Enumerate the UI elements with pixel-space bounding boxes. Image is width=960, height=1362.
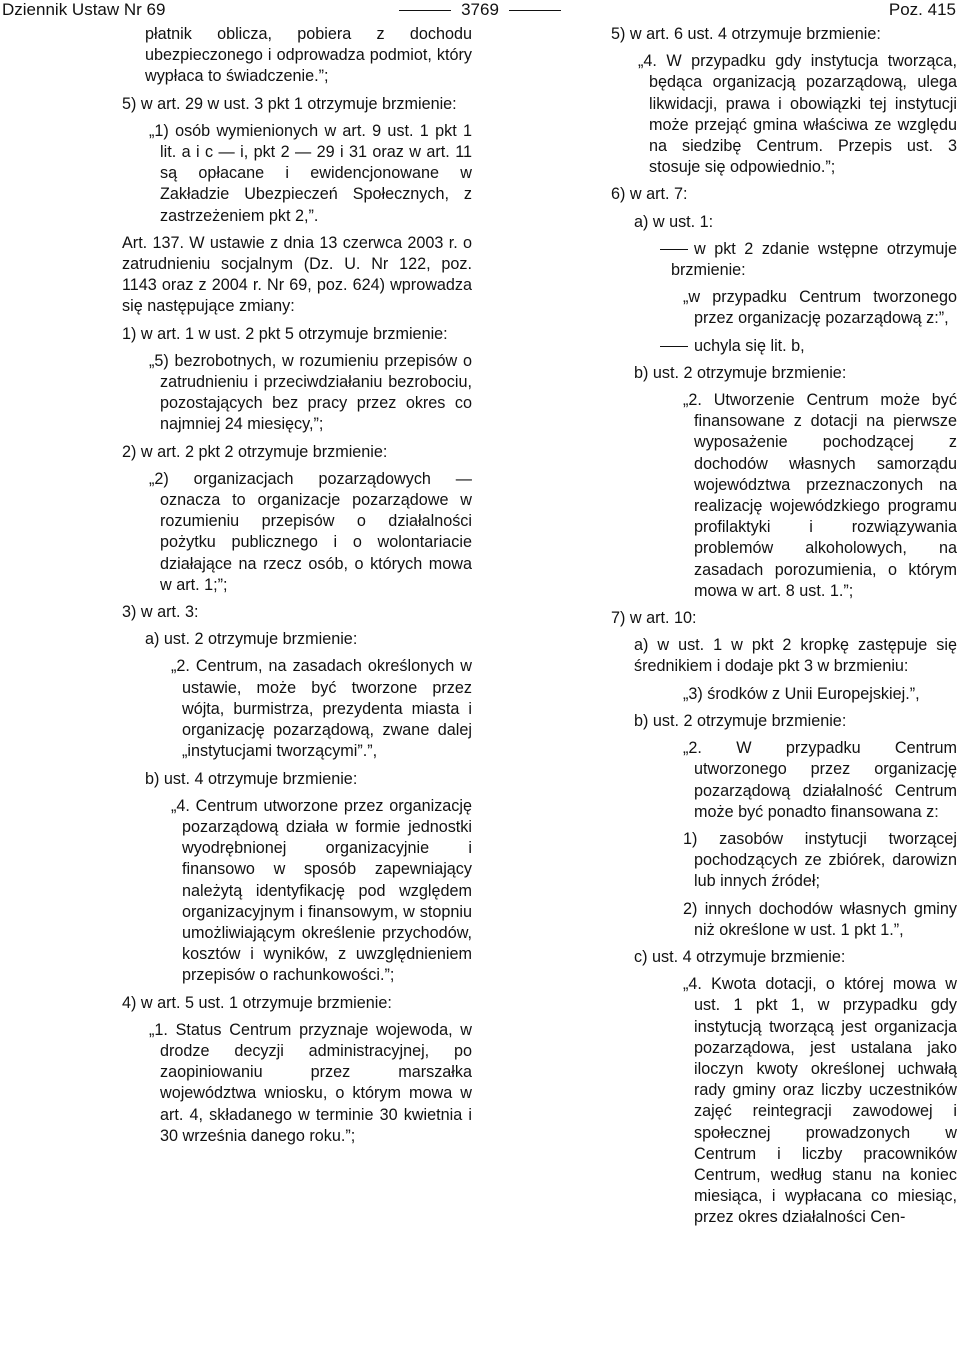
paragraph: „2) organizacjach pozarządowych — oznacza to organizacje pozarządowe w rozumieniu przepisów o działalności pożytku publicznego i o wolontariacie działające na rzecz osób, o których mowa w art. 1;”;: [149, 469, 472, 594]
paragraph: „2. Centrum, na zasadach określonych w ustawie, może być tworzone przez wójta, burmistrza, prezydenta miasta i organizację pozarządową, zwane dalej „instytucjami tworzącymi”.”,: [171, 657, 472, 761]
paragraph: a) w ust. 1:: [634, 212, 714, 231]
paragraph: [611, 336, 957, 357]
right-column: [611, 24, 957, 1235]
paragraph: [611, 239, 957, 281]
paragraph: a) w ust. 1 w pkt 2 kropkę zastępuje się średnikiem i dodaje pkt 3 w brzmieniu:: [634, 636, 957, 676]
paragraph: Art. 137. W ustawie z dnia 13 czerwca 2003 r. o zatrudnieniu socjalnym (Dz. U. Nr 122, poz. 1143 oraz z 2004 r. Nr 69, poz. 624) wprowadza się następujące zmiany:: [122, 233, 472, 316]
paragraph: 5) w art. 29 w ust. 3 pkt 1 otrzymuje brzmienie:: [122, 94, 457, 113]
paragraph: „w przypadku Centrum tworzonego przez organizację pozarządową z:”,: [683, 288, 957, 328]
paragraph: 1) w art. 1 w ust. 2 pkt 5 otrzymuje brzmienie:: [122, 324, 448, 343]
paragraph: „4. Kwota dotacji, o której mowa w ust. 1 pkt 1, w przypadku gdy instytucją tworzącą jest organizacja pozarządowa, jest ustalana jako iloczyn kwoty określonej uchwałą rady gminy oraz liczby uczestników zajęć reintegracji zawodowej i społecznej prowadzonych w Centrum i liczby pracowników Centrum, według stanu na koniec miesiąca, i wypłacana co miesiąc, przez okres działalności Cen-: [683, 975, 957, 1227]
paragraph: 6) w art. 7:: [611, 185, 688, 204]
paragraph: b) ust. 2 otrzymuje brzmienie:: [634, 363, 847, 382]
paragraph: „3) środków z Unii Europejskiej.”,: [683, 684, 920, 703]
paragraph: „1. Status Centrum przyznaje wojewoda, w drodze decyzji administracyjnej, po zaopiniowaniu przez marszałka województwa wniosku, o którym mowa w art. 4, składanego w terminie 30 kwietnia i 30 września danego roku.”;: [149, 1020, 472, 1145]
page-number-block: [0, 0, 960, 20]
paragraph: „5) bezrobotnych, w rozumieniu przepisów o zatrudnieniu i przeciwdziałaniu bezrobociu, pozostających bez pracy przez okres co najmniej 24 miesięcy,”;: [149, 351, 472, 434]
paragraph: 7) w art. 10:: [611, 609, 697, 628]
paragraph: „4. Centrum utworzone przez organizację pozarządową działa w formie jednostki wyodrębnionej organizacyjnie i finansowo w sposób zapewniający należytą identyfikację pod względem organizacyjnym i finansowym, w stopniu umożliwiającym określenie przychodów, kosztów i wyników, z uwzględnieniem przepisów o rachunkowości.”;: [171, 796, 472, 985]
em-dash-mark: [660, 249, 688, 250]
paragraph: c) ust. 4 otrzymuje brzmienie:: [634, 947, 846, 966]
paragraph: 1) zasobów instytucji tworzącej pochodzących ze zbiórek, darowizn lub innych źródeł;: [683, 829, 957, 891]
paragraph: 2) w art. 2 pkt 2 otrzymuje brzmienie:: [122, 442, 388, 461]
paragraph: 3) w art. 3:: [122, 603, 199, 622]
paragraph: 5) w art. 6 ust. 4 otrzymuje brzmienie:: [611, 25, 881, 43]
paragraph: „4. W przypadku gdy instytucja tworząca, będąca organizacją pozarządową, ulega likwidacji, prawa i obowiązki tej instytucji może przejąć gmina właściwa ze względu na siedzibę Centrum. Przepis ust. 3 stosuje się odpowiednio.”;: [638, 52, 957, 177]
spacer: [611, 1229, 957, 1235]
paragraph: „2. Utworzenie Centrum może być finansowane z dotacji na pierwsze wyposażenie pochodzącej z dochodów własnych samorządu województwa przeznaczonych na realizację wojewódzkiego programu profilaktyki i rozwiązywania problemów alkoholowych, na zasadach porozumienia, o którym mowa w art. 8 ust. 1.”;: [683, 391, 957, 600]
em-dash-mark: [660, 346, 688, 347]
paragraph: 4) w art. 5 ust. 1 otrzymuje brzmienie:: [122, 993, 392, 1012]
paragraph: płatnik oblicza, pobiera z dochodu ubezpieczonego i odprowadza podmiot, który wypłaca to świadczenie.”;: [145, 25, 472, 86]
page-header: [0, 0, 960, 22]
page-number: 3769: [461, 0, 499, 19]
paragraph: b) ust. 2 otrzymuje brzmienie:: [634, 711, 847, 730]
paragraph-text: uchyla się lit. b,: [694, 336, 805, 355]
spacer: [122, 1147, 472, 1153]
journal-title: Dziennik Ustaw Nr 69: [2, 0, 166, 19]
paragraph: 2) innych dochodów własnych gminy niż określone w ust. 1 pkt 1.”,: [683, 899, 957, 939]
header-dash-right: [509, 10, 561, 11]
paragraph: „1) osób wymienionych w art. 9 ust. 1 pkt 1 lit. a i c — i, pkt 2 — 29 i 31 oraz w art. 11 są opłacane i ewidencjonowane w Zakładzie Ubezpieczeń Społecznych, z zastrzeżeniem pkt 2,”.: [149, 121, 472, 225]
position-number: Poz. 415: [888, 0, 956, 19]
left-column: [122, 24, 472, 1153]
header-dash-left: [399, 10, 451, 11]
paragraph-text: w pkt 2 zdanie wstępne otrzymuje brzmienie:: [671, 239, 957, 280]
paragraph: „2. W przypadku Centrum utworzonego przez organizację pozarządową działalność Centrum może być ponadto finansowana z:: [683, 739, 957, 821]
paragraph: a) ust. 2 otrzymuje brzmienie:: [145, 630, 358, 649]
paragraph: b) ust. 4 otrzymuje brzmienie:: [145, 769, 358, 788]
